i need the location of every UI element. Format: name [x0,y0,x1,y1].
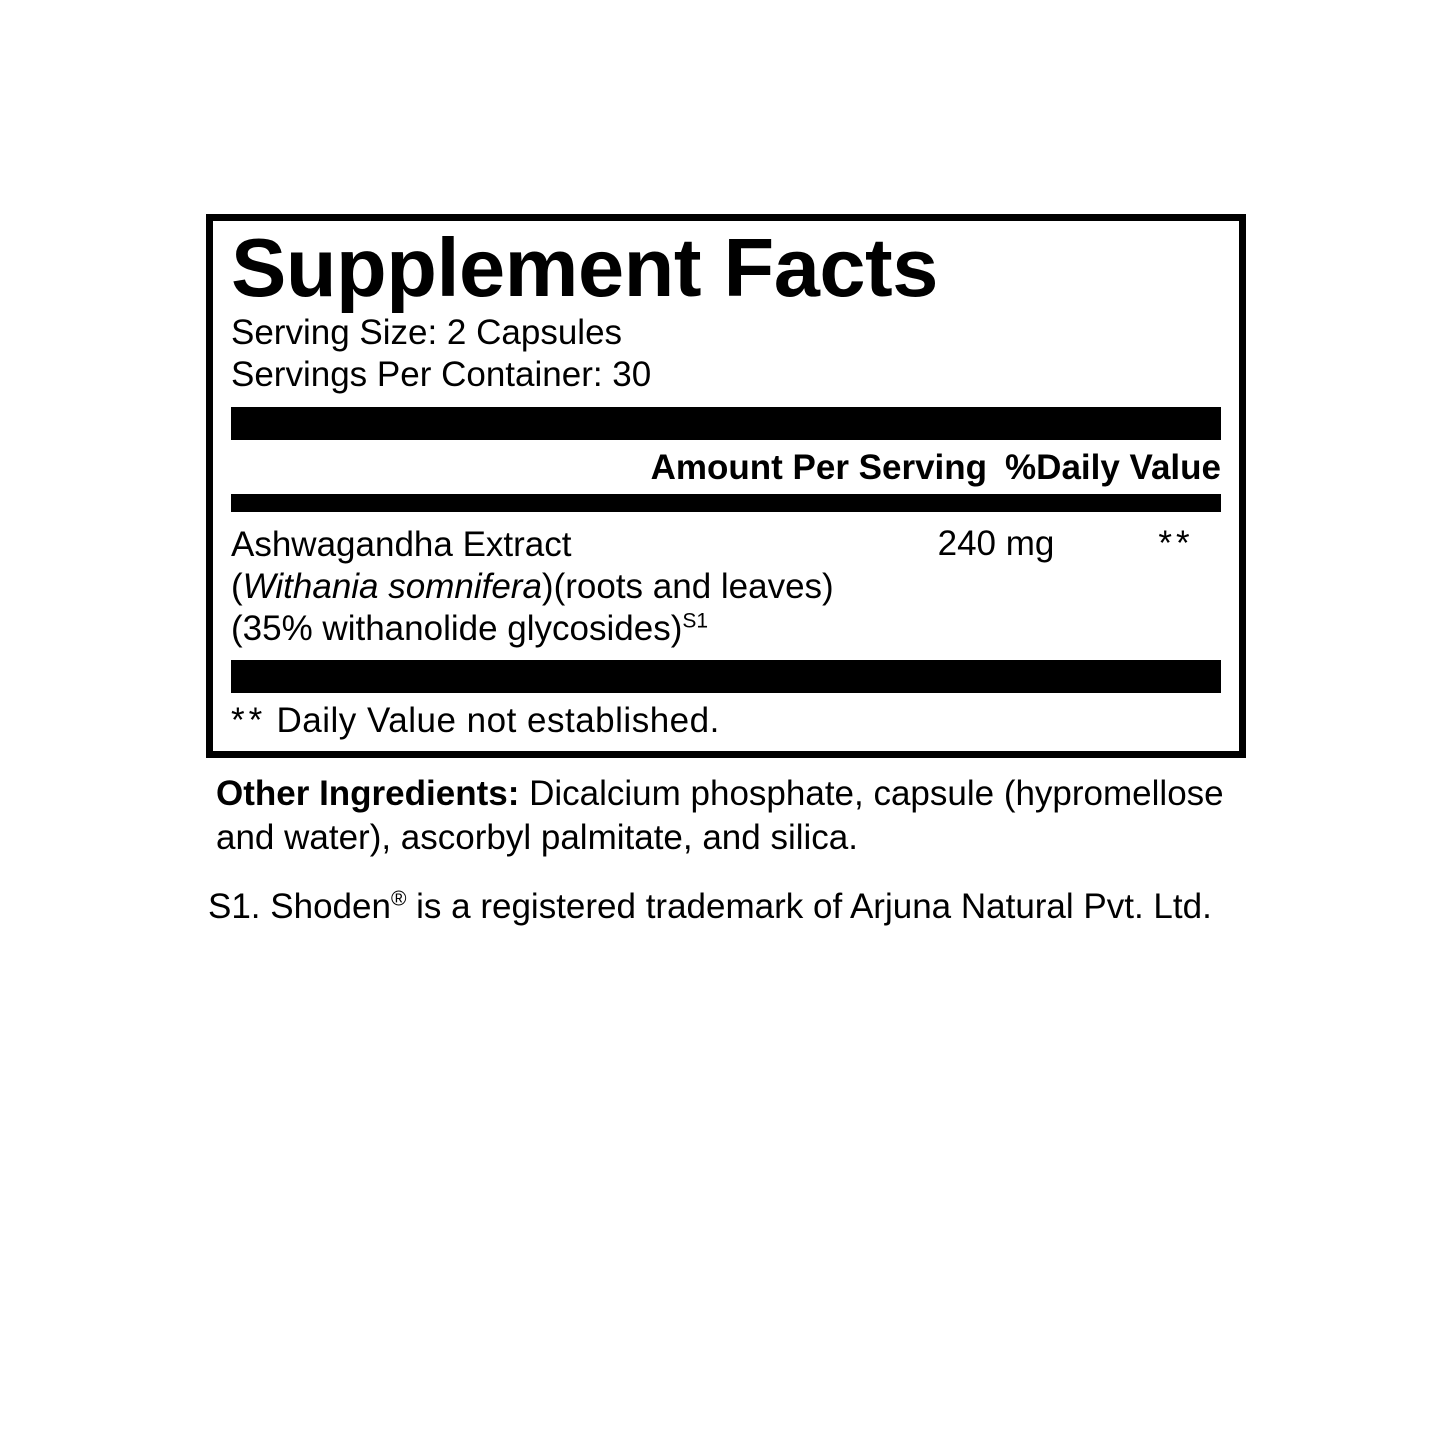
daily-value-note-stars: ** [231,700,267,740]
nutrient-name-line2-suffix: )(roots and leaves) [541,566,834,606]
registered-trademark-icon: ® [390,887,407,911]
nutrient-name-line3: (35% withanolide glycosides) [231,608,683,648]
servings-per-container: Servings Per Container: 30 [231,354,652,394]
divider-thick-bottom [231,660,1221,693]
nutrient-name-line2-prefix: ( [231,566,243,606]
other-ingredients-label: Other Ingredients: [216,773,520,813]
divider-thick-top [231,407,1221,440]
nutrient-name [231,524,871,650]
footnote-suffix: is a registered trademark of Arjuna Natural Pvt. Ltd. [406,887,1212,927]
nutrient-name-line1: Ashwagandha Extract [231,524,572,564]
daily-value-note-text: Daily Value not established. [276,700,720,740]
nutrient-daily-value: ** [1158,523,1194,563]
other-ingredients [206,772,1246,860]
serving-size: Serving Size: 2 Capsules [231,313,623,353]
panel-title: Supplement Facts [231,221,938,314]
header-daily-value: %Daily Value [1005,447,1221,487]
trademark-footnote [206,885,1246,929]
supplement-facts-label [206,214,1246,929]
divider-medium [231,494,1221,512]
daily-value-note [231,693,1221,741]
column-headers [231,440,1221,488]
table-row [231,512,1221,650]
nutrient-amount: 240 mg [937,523,1055,563]
nutrient-footnote-marker: S1 [682,609,709,633]
other-ingredients-text: Dicalcium phosphate, capsule (hypromellose and water), ascorbyl palmitate, and silica. [216,773,1224,857]
footnote-prefix: S1. Shoden [208,887,391,927]
supplement-facts-box [206,214,1246,758]
header-amount-per-serving: Amount Per Serving [650,447,988,487]
nutrient-latin-name: Withania somnifera [242,566,542,606]
